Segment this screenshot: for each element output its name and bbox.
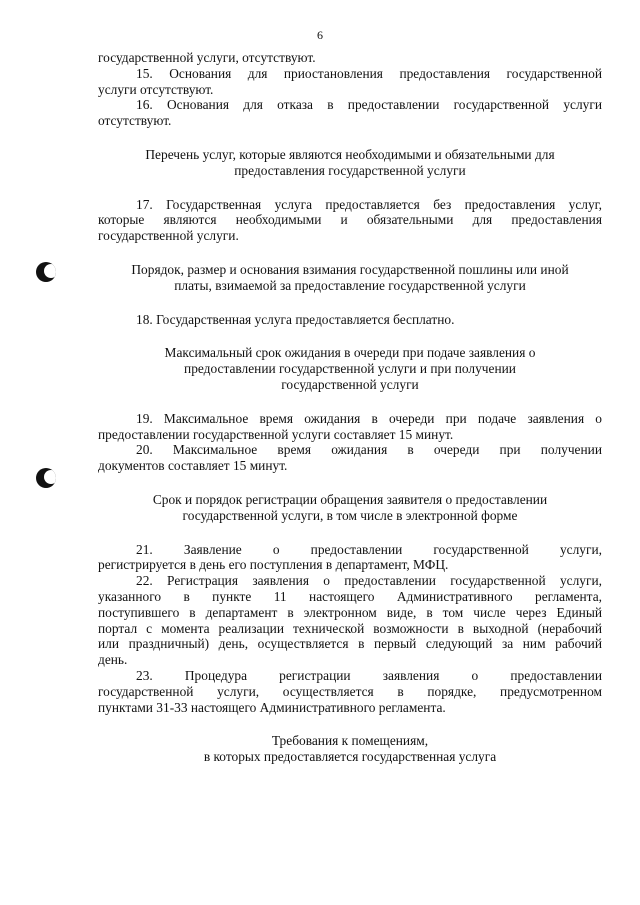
heading-line: Требования к помещениям, (271, 733, 429, 749)
text-line: 19. Максимальное время ожидания в очереди при подаче заявления о (136, 410, 602, 426)
paragraph-16 (98, 97, 602, 129)
text-line: 15. Основания для приостановления предоставления государственной (136, 65, 602, 81)
text-line: или праздничный) день, осуществляется в первый следующий за ним рабочий (98, 636, 602, 652)
punch-hole-mark-bottom (36, 468, 56, 488)
paragraph-18 (98, 312, 602, 328)
text-line: государственной услуги, осуществляется в порядке, предусмотренном (98, 683, 602, 699)
heading-line: предоставлении государственной услуги и при получении (184, 361, 516, 377)
section-heading-required-services (98, 147, 602, 179)
paragraph-21 (98, 542, 602, 574)
text-line: 17. Государственная услуга предоставляется без предоставления услуг, (136, 196, 602, 212)
text-line: услуги отсутствуют. (98, 81, 214, 97)
heading-line: Максимальный срок ожидания в очереди при подаче заявления о (164, 345, 536, 361)
heading-line: платы, взимаемой за предоставление государственной услуги (174, 277, 526, 293)
heading-line: предоставления государственной услуги (234, 162, 466, 178)
paragraph-22 (98, 573, 602, 668)
punch-hole-mark-top (36, 262, 56, 282)
document-body (98, 50, 602, 765)
text-line: 23. Процедура регистрации заявления о предоставлении (136, 667, 602, 683)
text-line: которые являются необходимыми и обязательными для предоставления (98, 212, 602, 228)
text-line: указанного в пункте 11 настоящего Административного регламента, (98, 588, 602, 604)
heading-line: Порядок, размер и основания взимания государственной пошлины или иной (131, 261, 569, 277)
text-line: государственной услуги. (98, 228, 239, 244)
paragraph-17 (98, 197, 602, 244)
text-line: отсутствуют. (98, 113, 172, 129)
text-line: 18. Государственная услуга предоставляется бесплатно. (136, 311, 455, 327)
paragraph-19 (98, 411, 602, 443)
text-line: государственной услуги, отсутствуют. (98, 50, 316, 65)
text-line: 22. Регистрация заявления о предоставлении государственной услуги, (136, 573, 602, 589)
section-heading-premises (98, 733, 602, 765)
section-heading-state-fee (98, 262, 602, 294)
text-line: 16. Основания для отказа в предоставлении государственной услуги (136, 97, 602, 113)
text-line: регистрируется в день его поступления в департамент, МФЦ. (98, 557, 449, 573)
text-line: предоставлении государственной услуги составляет 15 минут. (98, 426, 454, 442)
text-line: пунктами 31-33 настоящего Административного регламента. (98, 699, 446, 715)
paragraph-20 (98, 442, 602, 474)
heading-line: Срок и порядок регистрации обращения заявителя о предоставлении (152, 491, 548, 507)
text-line: 21. Заявление о предоставлении государственной услуги, (136, 541, 602, 557)
heading-line: Перечень услуг, которые являются необходимыми и обязательными для (145, 146, 555, 162)
text-line: день. (98, 652, 128, 668)
text-line: портал с момента реализации технической возможности в выходной (нерабочий (98, 620, 602, 636)
paragraph-23 (98, 668, 602, 715)
paragraph-14-continuation (98, 50, 602, 66)
paragraph-15 (98, 66, 602, 98)
text-line: поступившего в департамент в электронном виде, в том числе через Единый (98, 604, 602, 620)
text-line: 20. Максимальное время ожидания в очереди при получении (136, 442, 602, 458)
page-number: 6 (317, 28, 323, 42)
text-line: документов составляет 15 минут. (98, 458, 288, 474)
heading-line: в которых предоставляется государственная услуга (203, 749, 497, 765)
heading-line: государственной услуги (281, 376, 419, 392)
section-heading-queue-time (98, 345, 602, 392)
section-heading-registration (98, 492, 602, 524)
heading-line: государственной услуги, в том числе в электронной форме (182, 507, 518, 523)
